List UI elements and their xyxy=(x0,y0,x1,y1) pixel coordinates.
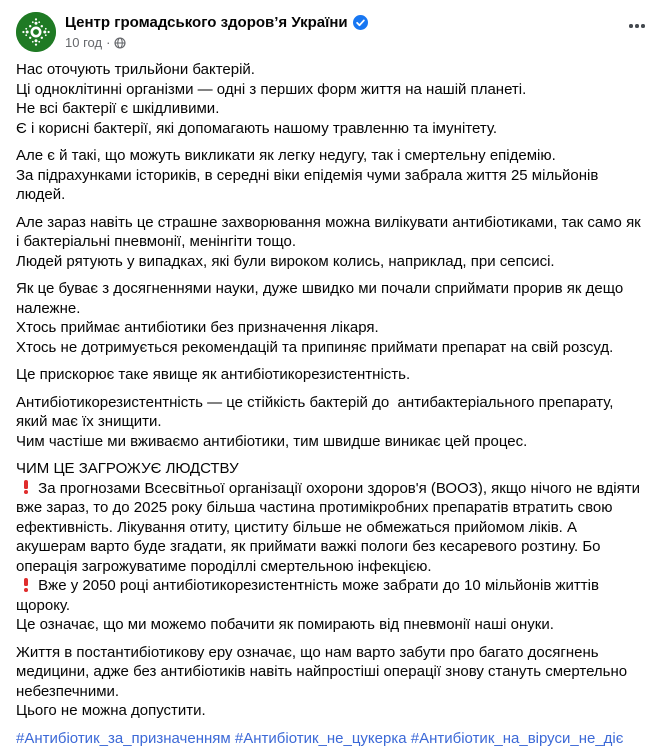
post-paragraph: Але є й такі, що можуть викликати як легку недугу, так і смертельну епідемію. За підрахунками істориків, в середні віки епідемія чуми забрала життя 25 мільйонів людей. xyxy=(16,146,647,205)
ellipsis-dot xyxy=(629,24,633,28)
exclamation-emoji xyxy=(19,578,33,592)
page-name-row xyxy=(65,13,368,32)
timestamp-link[interactable]: 10 год xyxy=(65,35,102,50)
post-text xyxy=(0,56,663,748)
exclamation-emoji xyxy=(19,480,33,494)
post-paragraph: Це прискорює таке явище як антибіотикорезистентність. xyxy=(16,365,647,385)
page-name-link[interactable]: Центр громадського здоров’я України xyxy=(65,13,348,32)
post-paragraph: ЧИМ ЦЕ ЗАГРОЖУЄ ЛЮДСТВУ За прогнозами Всесвітньої організації охорони здоров'я (ВООЗ), якщо нічого не вдіяти вже зараз, то до 2025 року більша частина протимікробних препаратів втратить свою ефективність. Лікування отиту, циститу більше не обмежаться прийомом ліків. А акушерам варто буде згадати, як приймати важкі пологи без кесаревого розтину. Бо операція загрожуватиме породіллі смертельною інфекцією. Вже у 2050 році антибіотикорезистентність може забрати до 10 мільйонів життів щороку. Це означає, що ми можемо побачити як помирають від пневмонії наші онуки. xyxy=(16,459,647,635)
hashtag-link[interactable]: #Антибіотик_за_призначенням xyxy=(16,730,231,747)
post-paragraph: Життя в постантибіотикову еру означає, що нам варто забути про багато досягнень медицини, адже без антибіотиків навіть найпростіші операції знову стануть смертельно небезпечними. Цього не можна допустити. xyxy=(16,643,647,721)
post-hashtags xyxy=(16,729,647,748)
phc-logo-icon xyxy=(16,12,56,52)
post-meta-row xyxy=(65,35,368,50)
post-paragraph: Але зараз навіть це страшне захворювання можна вилікувати антибіотиками, так само як і бактеріальні пневмонії, менінгіти тощо. Людей рятують у випадках, які були вироком колись, наприклад, при сепсисі. xyxy=(16,213,647,272)
post-options-button[interactable] xyxy=(627,18,647,34)
globe-public-icon xyxy=(114,37,126,49)
page-avatar[interactable] xyxy=(16,12,56,52)
meta-separator: · xyxy=(106,35,110,50)
hashtag-link[interactable]: #Антибіотик_не_цукерка xyxy=(235,730,407,747)
header-text-block xyxy=(65,12,368,50)
hashtag-link[interactable]: #Антибіотик_на_віруси_не_діє xyxy=(411,730,624,747)
ellipsis-dot xyxy=(641,24,645,28)
post-header xyxy=(0,0,663,56)
post-paragraph: Антибіотикорезистентність — це стійкість бактерій до антибактеріального препарату, який має їх знищити. Чим частіше ми вживаємо антибіотики, тим швидше виникає цей процес. xyxy=(16,393,647,452)
post-paragraph: Нас оточують трильйони бактерій. Ці одноклітинні організми — одні з перших форм життя на нашій планеті. Не всі бактерії є шкідливими. Є і корисні бактерії, які допомагають нашому травленню та імунітету. xyxy=(16,60,647,138)
ellipsis-dot xyxy=(635,24,639,28)
verified-badge-icon xyxy=(353,15,368,30)
post-paragraph: Як це буває з досягненнями науки, дуже швидко ми почали сприймати прорив як дещо належне. Хтось приймає антибіотики без призначення лікаря. Хтось не дотримується рекомендацій та припиняє приймати препарат на свій розсуд. xyxy=(16,279,647,357)
